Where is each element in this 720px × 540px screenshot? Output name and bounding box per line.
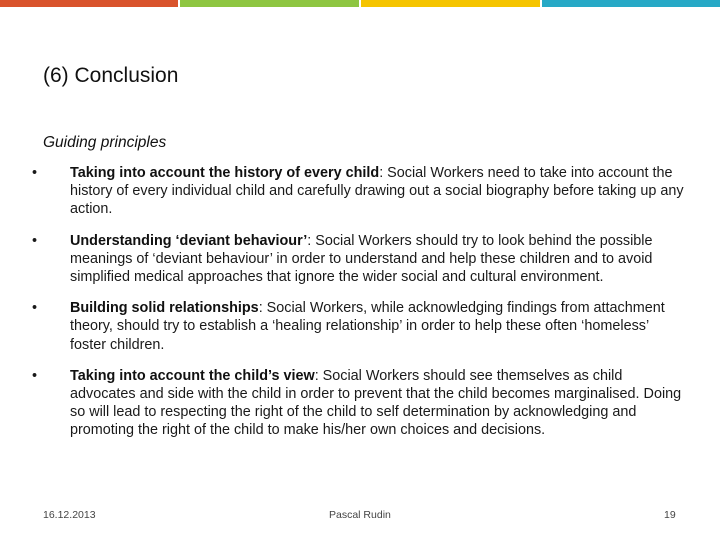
- bullet-item: [28, 164, 688, 219]
- bullet-text: : Social Workers should try to look behind the possible meanings of ‘deviant behaviour’ in order to understand and help these children and to avoid simplified medical approaches that ignore the wider social and cultural environment.: [70, 232, 653, 286]
- slide-title: (6) Conclusion: [43, 64, 179, 87]
- bullet-item: [28, 232, 688, 287]
- top-bar-segment-blue: [542, 0, 720, 7]
- bullet-heading: Taking into account the child’s view: [70, 367, 315, 384]
- slide-subtitle: Guiding principles: [43, 134, 167, 151]
- bullet-text: : Social Workers need to take into account the history of every individual child and carefully drawing out a social biography before taking up any action.: [70, 165, 684, 218]
- bullet-list: [28, 164, 688, 453]
- bullet-item: [28, 367, 688, 440]
- bullet-dot-icon: •: [32, 165, 38, 181]
- bullet-dot-icon: •: [32, 367, 38, 384]
- bullet-item: [28, 299, 688, 354]
- footer-date: 16.12.2013: [43, 509, 96, 521]
- footer-author: Pascal Rudin: [329, 509, 391, 521]
- bullet-dot-icon: •: [32, 232, 38, 249]
- top-color-bar: [0, 0, 720, 7]
- bullet-heading: Building solid relationships: [70, 300, 259, 317]
- top-bar-segment-yellow: [361, 0, 540, 7]
- bullet-heading: Taking into account the history of every child: [70, 165, 380, 181]
- bullet-text: : Social Workers should see themselves as child advocates and side with the child in order to prevent that the child becomes marginalised. Doing so will lead to respecting the right of the child to self determination by acknowledging and promoting the right of the child to make his/her own choices and decisions.: [70, 367, 682, 439]
- bullet-text: : Social Workers, while acknowledging findings from attachment theory, should try to establish a ‘healing relationship’ in order to help these often ‘homeless’ foster children.: [70, 300, 665, 353]
- top-bar-segment-red: [0, 0, 178, 7]
- bullet-heading: Understanding ‘deviant behaviour’: [70, 232, 308, 249]
- top-bar-segment-green: [180, 0, 360, 7]
- bullet-dot-icon: •: [32, 300, 38, 317]
- page-number: 19: [664, 509, 676, 521]
